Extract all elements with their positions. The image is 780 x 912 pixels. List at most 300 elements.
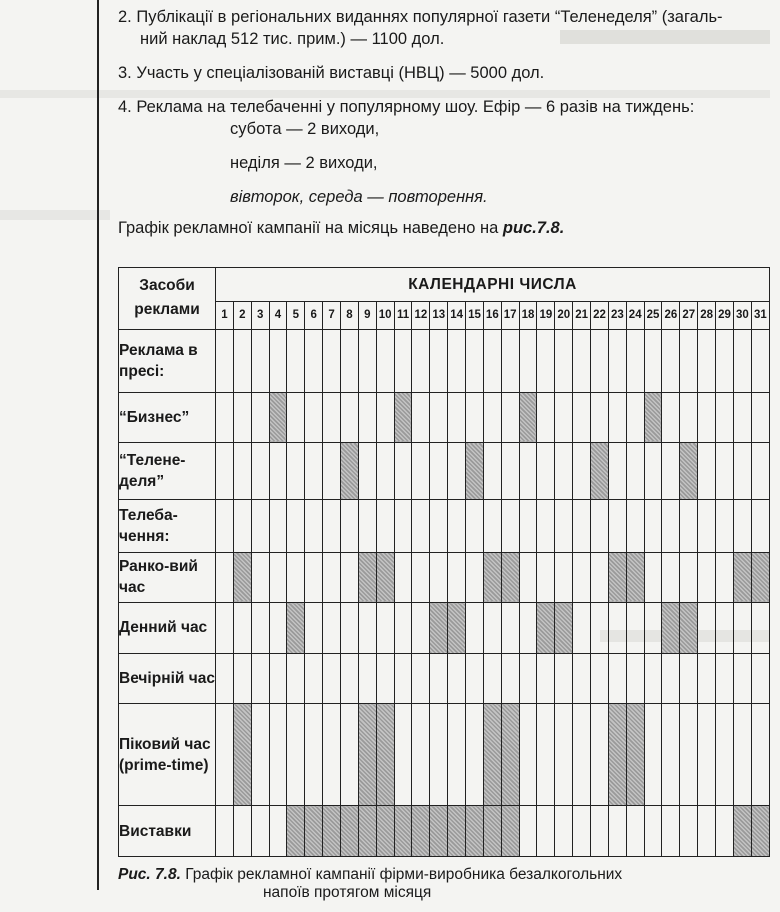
empty-day-cell [733, 500, 751, 553]
calendar-header: КАЛЕНДАРНІ ЧИСЛА [216, 268, 770, 302]
figure-caption [118, 866, 738, 902]
list-item-text: 4. Реклама на телебаченні у популярному шоу. Ефір — 6 разів на тиждень: [118, 98, 695, 116]
scheduled-day-cell [501, 704, 519, 806]
empty-day-cell [555, 443, 573, 500]
empty-day-cell [269, 653, 287, 704]
scheduled-day-cell [466, 806, 484, 857]
empty-day-cell [501, 500, 519, 553]
scheduled-day-cell [287, 806, 305, 857]
header-line: Засоби [139, 277, 195, 295]
scheduled-day-cell [555, 603, 573, 654]
empty-day-cell [269, 552, 287, 603]
empty-day-cell [430, 329, 448, 392]
empty-day-cell [269, 704, 287, 806]
empty-day-cell [341, 329, 359, 392]
empty-day-cell [608, 806, 626, 857]
empty-day-cell [305, 704, 323, 806]
empty-day-cell [733, 704, 751, 806]
schedule-row [119, 329, 770, 392]
empty-day-cell [251, 806, 269, 857]
empty-day-cell [341, 603, 359, 654]
empty-day-cell [519, 704, 537, 806]
empty-day-cell [394, 443, 412, 500]
empty-day-cell [216, 806, 234, 857]
scheduled-day-cell [341, 443, 359, 500]
empty-day-cell [591, 653, 609, 704]
scheduled-day-cell [358, 704, 376, 806]
media-label: “Бизнес” [119, 392, 216, 443]
empty-day-cell [483, 500, 501, 553]
empty-day-cell [573, 500, 591, 553]
scheduled-day-cell [430, 806, 448, 857]
empty-day-cell [323, 704, 341, 806]
empty-day-cell [662, 704, 680, 806]
empty-day-cell [537, 552, 555, 603]
day-number: 3 [251, 302, 269, 330]
empty-day-cell [358, 500, 376, 553]
empty-day-cell [555, 806, 573, 857]
empty-day-cell [662, 806, 680, 857]
empty-day-cell [698, 392, 716, 443]
scheduled-day-cell [591, 443, 609, 500]
empty-day-cell [448, 653, 466, 704]
empty-day-cell [269, 500, 287, 553]
schedule-row [119, 603, 770, 654]
empty-day-cell [644, 806, 662, 857]
scheduled-day-cell [483, 704, 501, 806]
empty-day-cell [394, 329, 412, 392]
empty-day-cell [662, 552, 680, 603]
empty-day-cell [394, 704, 412, 806]
empty-day-cell [466, 329, 484, 392]
scheduled-day-cell [394, 392, 412, 443]
empty-day-cell [287, 329, 305, 392]
empty-day-cell [466, 552, 484, 603]
scheduled-day-cell [376, 552, 394, 603]
empty-day-cell [483, 653, 501, 704]
empty-day-cell [394, 500, 412, 553]
empty-day-cell [358, 392, 376, 443]
empty-day-cell [466, 653, 484, 704]
empty-day-cell [376, 500, 394, 553]
media-label: Виставки [119, 806, 216, 857]
empty-day-cell [430, 392, 448, 443]
media-label: Денний час [119, 603, 216, 654]
caption-label: Рис. 7.8. [118, 866, 181, 883]
empty-day-cell [287, 653, 305, 704]
scheduled-day-cell [751, 552, 769, 603]
empty-day-cell [323, 329, 341, 392]
empty-day-cell [680, 653, 698, 704]
empty-day-cell [680, 806, 698, 857]
empty-day-cell [341, 552, 359, 603]
scheduled-day-cell [430, 603, 448, 654]
empty-day-cell [251, 653, 269, 704]
empty-day-cell [626, 806, 644, 857]
empty-day-cell [698, 603, 716, 654]
empty-day-cell [501, 603, 519, 654]
day-number: 25 [644, 302, 662, 330]
empty-day-cell [501, 653, 519, 704]
empty-day-cell [305, 500, 323, 553]
empty-day-cell [430, 653, 448, 704]
empty-day-cell [519, 552, 537, 603]
empty-day-cell [733, 653, 751, 704]
empty-day-cell [680, 500, 698, 553]
empty-day-cell [323, 552, 341, 603]
empty-day-cell [608, 443, 626, 500]
empty-day-cell [716, 653, 734, 704]
empty-day-cell [358, 443, 376, 500]
schedule-row [119, 552, 770, 603]
scheduled-day-cell [358, 552, 376, 603]
empty-day-cell [698, 329, 716, 392]
empty-day-cell [698, 443, 716, 500]
empty-day-cell [305, 603, 323, 654]
day-number: 13 [430, 302, 448, 330]
scheduled-day-cell [233, 704, 251, 806]
empty-day-cell [430, 500, 448, 553]
empty-day-cell [501, 392, 519, 443]
empty-day-cell [680, 552, 698, 603]
empty-day-cell [341, 500, 359, 553]
empty-day-cell [591, 392, 609, 443]
empty-day-cell [466, 500, 484, 553]
empty-day-cell [591, 500, 609, 553]
day-number: 12 [412, 302, 430, 330]
empty-day-cell [341, 392, 359, 443]
schedule-row [119, 806, 770, 857]
empty-day-cell [483, 443, 501, 500]
empty-day-cell [751, 603, 769, 654]
empty-day-cell [430, 552, 448, 603]
list-item [118, 6, 758, 50]
media-label: Вечірній час [119, 653, 216, 704]
scheduled-day-cell [662, 603, 680, 654]
media-column-header [119, 268, 216, 330]
schedule-row [119, 653, 770, 704]
empty-day-cell [448, 500, 466, 553]
empty-day-cell [698, 806, 716, 857]
scheduled-day-cell [448, 603, 466, 654]
scheduled-day-cell [680, 603, 698, 654]
empty-day-cell [323, 500, 341, 553]
day-number: 15 [466, 302, 484, 330]
empty-day-cell [537, 704, 555, 806]
day-number: 5 [287, 302, 305, 330]
day-number: 22 [591, 302, 609, 330]
empty-day-cell [483, 392, 501, 443]
empty-day-cell [216, 552, 234, 603]
empty-day-cell [608, 603, 626, 654]
scheduled-day-cell [483, 552, 501, 603]
figure-reference: рис.7.8. [502, 219, 565, 237]
empty-day-cell [644, 552, 662, 603]
empty-day-cell [233, 329, 251, 392]
empty-day-cell [376, 603, 394, 654]
empty-day-cell [733, 603, 751, 654]
empty-day-cell [573, 392, 591, 443]
empty-day-cell [519, 806, 537, 857]
empty-day-cell [751, 443, 769, 500]
empty-day-cell [537, 806, 555, 857]
media-label: “Телене-деля” [119, 443, 216, 500]
empty-day-cell [698, 552, 716, 603]
empty-day-cell [662, 653, 680, 704]
empty-day-cell [698, 500, 716, 553]
empty-day-cell [662, 392, 680, 443]
saturday-line: субота — 2 виходи, [230, 120, 380, 138]
empty-day-cell [448, 552, 466, 603]
scheduled-day-cell [233, 552, 251, 603]
empty-day-cell [251, 443, 269, 500]
empty-day-cell [716, 500, 734, 553]
schedule-intro [118, 219, 564, 238]
empty-day-cell [626, 653, 644, 704]
empty-day-cell [251, 329, 269, 392]
empty-day-cell [537, 392, 555, 443]
empty-day-cell [466, 704, 484, 806]
empty-day-cell [305, 443, 323, 500]
empty-day-cell [716, 443, 734, 500]
empty-day-cell [448, 329, 466, 392]
empty-day-cell [323, 653, 341, 704]
empty-day-cell [233, 806, 251, 857]
empty-day-cell [519, 653, 537, 704]
empty-day-cell [733, 329, 751, 392]
cost-list [118, 6, 758, 208]
empty-day-cell [287, 392, 305, 443]
empty-day-cell [626, 603, 644, 654]
empty-day-cell [233, 653, 251, 704]
empty-day-cell [626, 329, 644, 392]
list-item-text: 2. Публікації в регіональних виданнях популярної газети “Теленеделя” (загаль- [118, 8, 723, 26]
schedule-row [119, 392, 770, 443]
empty-day-cell [537, 329, 555, 392]
empty-day-cell [305, 329, 323, 392]
empty-day-cell [412, 653, 430, 704]
empty-day-cell [412, 392, 430, 443]
empty-day-cell [341, 704, 359, 806]
day-number: 1 [216, 302, 234, 330]
scheduled-day-cell [483, 806, 501, 857]
empty-day-cell [716, 329, 734, 392]
empty-day-cell [751, 500, 769, 553]
empty-day-cell [412, 704, 430, 806]
empty-day-cell [216, 443, 234, 500]
empty-day-cell [626, 392, 644, 443]
margin-rule [97, 0, 99, 890]
empty-day-cell [573, 603, 591, 654]
empty-day-cell [269, 443, 287, 500]
empty-day-cell [305, 552, 323, 603]
scheduled-day-cell [466, 443, 484, 500]
day-number: 26 [662, 302, 680, 330]
scheduled-day-cell [608, 552, 626, 603]
empty-day-cell [573, 704, 591, 806]
empty-day-cell [555, 329, 573, 392]
scheduled-day-cell [626, 552, 644, 603]
empty-day-cell [448, 704, 466, 806]
empty-day-cell [608, 653, 626, 704]
empty-day-cell [644, 603, 662, 654]
empty-day-cell [662, 500, 680, 553]
empty-day-cell [662, 329, 680, 392]
media-label: Ранко-вий час [119, 552, 216, 603]
empty-day-cell [519, 603, 537, 654]
empty-day-cell [412, 329, 430, 392]
empty-day-cell [269, 603, 287, 654]
empty-day-cell [430, 443, 448, 500]
empty-day-cell [466, 603, 484, 654]
day-number: 28 [698, 302, 716, 330]
empty-day-cell [376, 443, 394, 500]
empty-day-cell [555, 552, 573, 603]
empty-day-cell [358, 603, 376, 654]
day-number: 21 [573, 302, 591, 330]
empty-day-cell [555, 500, 573, 553]
empty-day-cell [537, 653, 555, 704]
empty-day-cell [287, 443, 305, 500]
empty-day-cell [519, 500, 537, 553]
empty-day-cell [680, 329, 698, 392]
empty-day-cell [555, 653, 573, 704]
empty-day-cell [483, 329, 501, 392]
list-item [118, 62, 758, 84]
empty-day-cell [358, 653, 376, 704]
empty-day-cell [287, 704, 305, 806]
schedule-row [119, 443, 770, 500]
empty-day-cell [644, 653, 662, 704]
empty-day-cell [251, 392, 269, 443]
days-row [119, 302, 770, 330]
day-number: 31 [751, 302, 769, 330]
empty-day-cell [412, 603, 430, 654]
empty-day-cell [269, 806, 287, 857]
empty-day-cell [448, 392, 466, 443]
empty-day-cell [608, 500, 626, 553]
scheduled-day-cell [608, 704, 626, 806]
scheduled-day-cell [412, 806, 430, 857]
empty-day-cell [287, 552, 305, 603]
empty-day-cell [591, 603, 609, 654]
empty-day-cell [573, 806, 591, 857]
empty-day-cell [233, 392, 251, 443]
empty-day-cell [591, 704, 609, 806]
empty-day-cell [448, 443, 466, 500]
empty-day-cell [251, 552, 269, 603]
empty-day-cell [680, 704, 698, 806]
empty-day-cell [608, 392, 626, 443]
scheduled-day-cell [341, 806, 359, 857]
empty-day-cell [305, 392, 323, 443]
day-number: 9 [358, 302, 376, 330]
empty-day-cell [537, 500, 555, 553]
scheduled-day-cell [519, 392, 537, 443]
day-number: 18 [519, 302, 537, 330]
empty-day-cell [751, 704, 769, 806]
empty-day-cell [733, 443, 751, 500]
empty-day-cell [644, 704, 662, 806]
scheduled-day-cell [733, 552, 751, 603]
empty-day-cell [341, 653, 359, 704]
empty-day-cell [501, 443, 519, 500]
empty-day-cell [376, 653, 394, 704]
empty-day-cell [573, 552, 591, 603]
empty-day-cell [323, 392, 341, 443]
scheduled-day-cell [269, 392, 287, 443]
empty-day-cell [555, 704, 573, 806]
empty-day-cell [376, 329, 394, 392]
empty-day-cell [644, 500, 662, 553]
day-number: 14 [448, 302, 466, 330]
table-header-row [119, 268, 770, 302]
day-number: 6 [305, 302, 323, 330]
empty-day-cell [626, 443, 644, 500]
day-number: 16 [483, 302, 501, 330]
scheduled-day-cell [733, 806, 751, 857]
list-item-text: 3. Участь у спеціалізованій виставці (НВЦ) — 5000 дол. [118, 64, 545, 82]
day-number: 24 [626, 302, 644, 330]
day-number: 20 [555, 302, 573, 330]
empty-day-cell [573, 443, 591, 500]
scheduled-day-cell [626, 704, 644, 806]
list-item-text: ний наклад 512 тис. прим.) — 1100 дол. [140, 30, 445, 48]
day-number: 10 [376, 302, 394, 330]
empty-day-cell [287, 500, 305, 553]
empty-day-cell [430, 704, 448, 806]
empty-day-cell [591, 806, 609, 857]
empty-day-cell [751, 329, 769, 392]
scheduled-day-cell [537, 603, 555, 654]
scheduled-day-cell [358, 806, 376, 857]
empty-day-cell [716, 704, 734, 806]
empty-day-cell [376, 392, 394, 443]
day-number: 23 [608, 302, 626, 330]
empty-day-cell [305, 653, 323, 704]
empty-day-cell [716, 806, 734, 857]
day-number: 19 [537, 302, 555, 330]
empty-day-cell [251, 500, 269, 553]
empty-day-cell [216, 329, 234, 392]
header-line: реклами [134, 301, 200, 319]
empty-day-cell [537, 443, 555, 500]
day-number: 4 [269, 302, 287, 330]
day-number: 11 [394, 302, 412, 330]
media-label: Телеба-чення: [119, 500, 216, 553]
empty-day-cell [662, 443, 680, 500]
scheduled-day-cell [394, 806, 412, 857]
scheduled-day-cell [376, 704, 394, 806]
intro-text: Графік рекламної кампанії на місяць наведено на [118, 219, 503, 237]
day-number: 7 [323, 302, 341, 330]
empty-day-cell [251, 704, 269, 806]
media-label: Реклама в пресі: [119, 329, 216, 392]
empty-day-cell [716, 603, 734, 654]
empty-day-cell [644, 443, 662, 500]
empty-day-cell [216, 392, 234, 443]
empty-day-cell [412, 500, 430, 553]
empty-day-cell [573, 329, 591, 392]
empty-day-cell [412, 552, 430, 603]
empty-day-cell [323, 603, 341, 654]
empty-day-cell [644, 329, 662, 392]
empty-day-cell [394, 653, 412, 704]
empty-day-cell [466, 392, 484, 443]
scheduled-day-cell [305, 806, 323, 857]
empty-day-cell [519, 443, 537, 500]
scheduled-day-cell [644, 392, 662, 443]
